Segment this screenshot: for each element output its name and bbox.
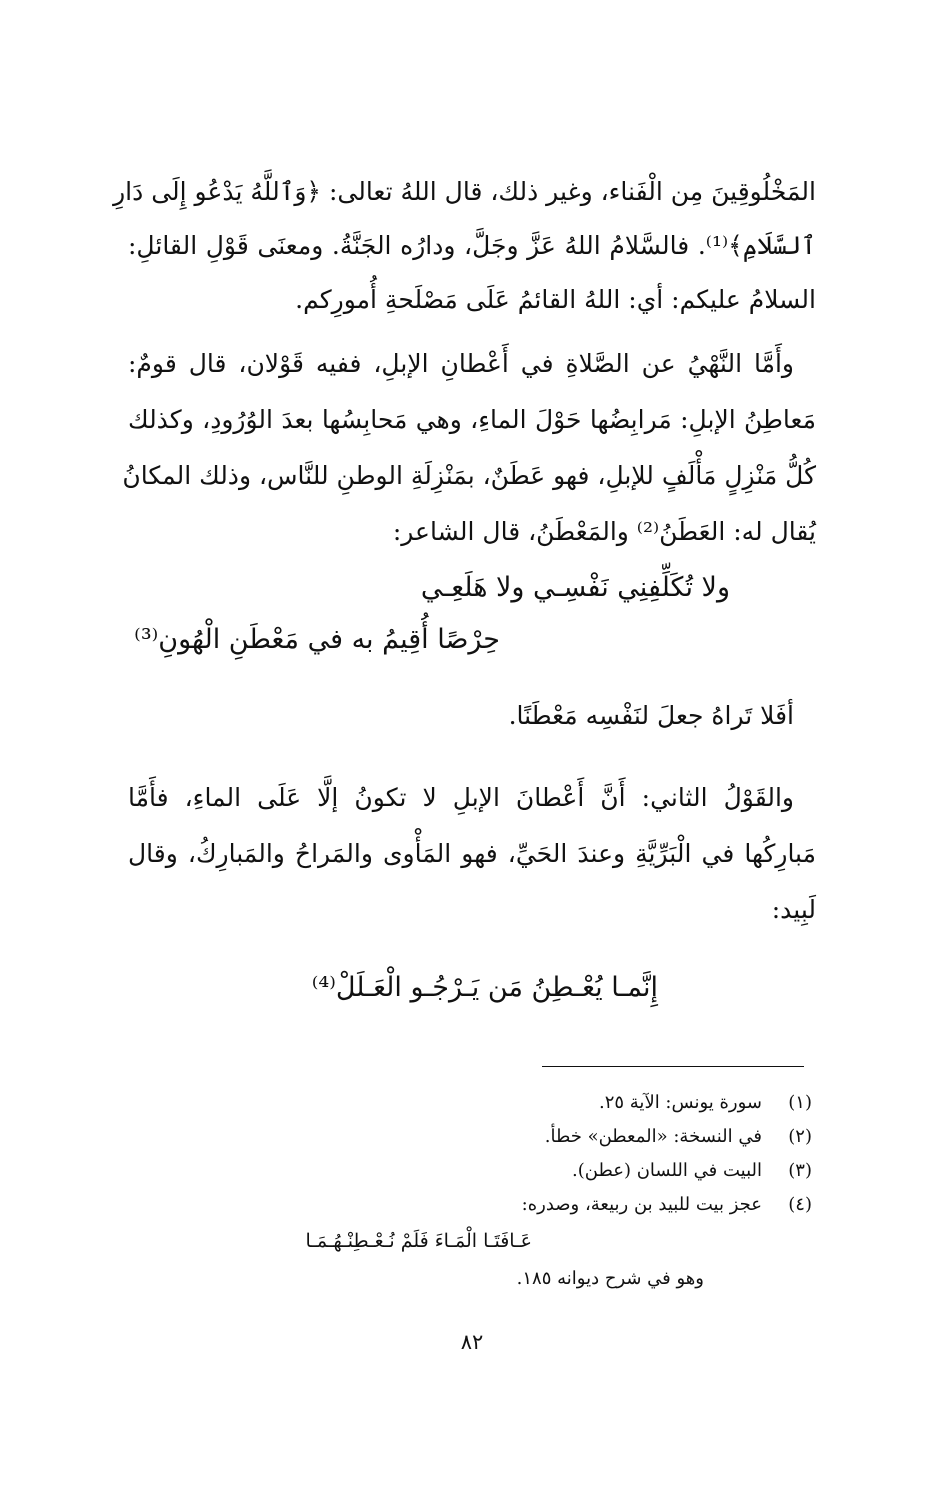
paragraph4-line: لَبِيد: bbox=[771, 895, 816, 924]
verse1-hemistich2: حِرْصًا أُقِيمُ به في مَعْطَنِ الْهُونِ⁽³⁾ bbox=[134, 624, 500, 655]
footnote-number: (١) bbox=[788, 1092, 812, 1113]
footnote bbox=[292, 1190, 812, 1220]
paragraph4-line: مَبارِكُها في الْبَرِّيَّةِ وعندَ الحَيِّ، فهو المَأْوى والمَراحُ والمَبارِكُ، وقال bbox=[128, 839, 816, 868]
footnote-number: (٢) bbox=[788, 1126, 812, 1147]
paragraph1-line: السلامُ عليكم: أي: اللهُ القائمُ عَلَى مَصْلَحةِ أُمورِكم. bbox=[295, 285, 816, 314]
footnote-separator bbox=[542, 1066, 804, 1067]
footnote bbox=[292, 1156, 812, 1186]
paragraph2-line: كُلُّ مَنْزِلٍ مَأْلَفٍ للإبلِ، فهو عَطَنٌ، بمَنْزِلَةِ الوطنِ للنَّاس، وذلك المكانُ bbox=[122, 461, 816, 490]
paragraph1-line: المَخْلُوقِينَ مِن الْفَناء، وغير ذلك، قال اللهُ تعالى: ﴿وَٱللَّهُ يَدْعُو إِلَى دَارِ bbox=[113, 177, 816, 206]
footnote4-source: وهو في شرح ديوانه ١٨٥. bbox=[516, 1268, 704, 1289]
paragraph2-line: وأَمَّا النَّهْيُ عن الصَّلاةِ في أَعْطانِ الإبلِ، ففيه قَوْلان، قال قومٌ: bbox=[128, 349, 794, 378]
verse1-hemistich1: ولا تُكَلِّفِنِي نَفْسِـي ولا هَلَعِـي bbox=[420, 572, 730, 603]
footnote-text: البيت في اللسان (عطن). bbox=[572, 1160, 762, 1181]
footnote bbox=[292, 1088, 812, 1118]
footnote-text: عجز بيت للبيد بن ربيعة، وصدره: bbox=[521, 1194, 762, 1215]
paragraph3-line: أفَلا تَراهُ جعلَ لنَفْسِه مَعْطَنًا. bbox=[508, 701, 794, 730]
page-number: ٨٢ bbox=[460, 1330, 484, 1354]
footnote4-verse: عَـافَتَـا الْمَـاءَ فَلَمْ نُـعْـطِنْـهُـمَـا bbox=[305, 1230, 532, 1252]
footnote bbox=[292, 1122, 812, 1152]
paragraph2-line: يُقال له: العَطَنُ⁽²⁾ والمَعْطَنُ، قال الشاعر: bbox=[392, 517, 816, 546]
paragraph2-line: مَعاطِنُ الإبلِ: مَرابِضُها حَوْلَ الماءِ، وهي مَحابِسُها بعدَ الوُرُودِ، وكذلك bbox=[128, 405, 816, 434]
paragraph1-line: ٱلسَّلَامِ﴾⁽¹⁾. فالسَّلامُ اللهُ عَزَّ وجَلَّ، ودارُه الجَنَّةُ. ومعنَى قَوْلِ القائلِ: bbox=[128, 231, 816, 260]
verse2: إِنَّمـا يُعْـطِنُ مَن يَـرْجُـو الْعَـلَلْ⁽⁴⁾ bbox=[311, 972, 658, 1003]
paragraph4-line: والقَوْلُ الثاني: أَنَّ أَعْطانَ الإبلِ لا تكونُ إلَّا عَلَى الماءِ، فأَمَّا bbox=[128, 783, 794, 812]
footnote-number: (٤) bbox=[788, 1194, 812, 1215]
footnote-text: في النسخة: «المعطن» خطأ. bbox=[544, 1126, 762, 1147]
footnote-number: (٣) bbox=[788, 1160, 812, 1181]
footnote-text: سورة يونس: الآية ٢٥. bbox=[598, 1092, 762, 1113]
